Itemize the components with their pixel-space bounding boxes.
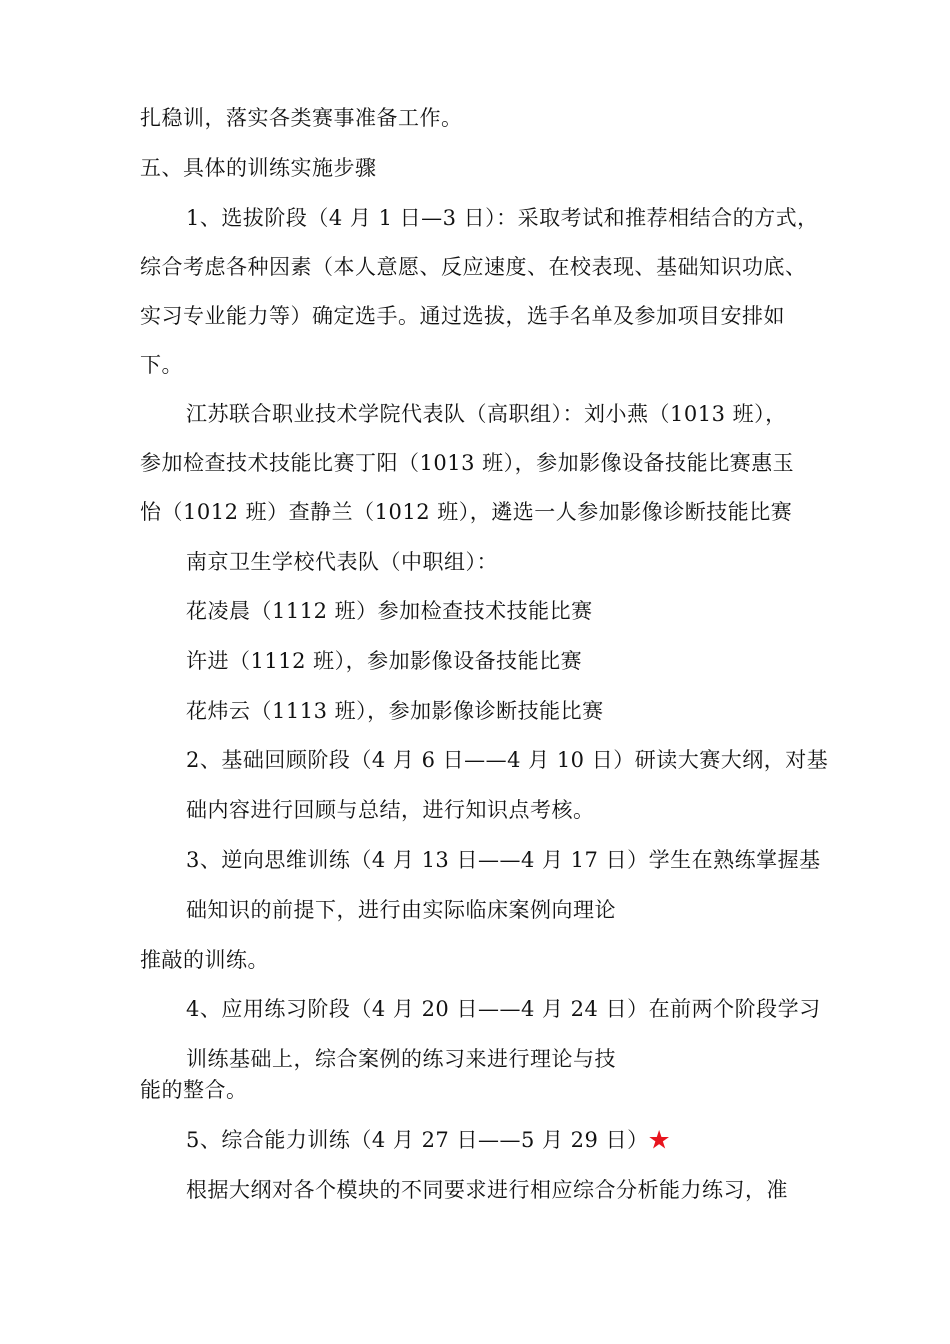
text-line: 础内容进行回顾与总结，进行知识点考核。 bbox=[186, 798, 595, 822]
text-line: 2、基础回顾阶段（4 月 6 日——4 月 10 日）研读大赛大纲，对基 bbox=[186, 748, 829, 772]
text-line: 扎稳训，落实各类赛事准备工作。 bbox=[140, 106, 463, 130]
text-line: 实习专业能力等）确定选手。通过选拔，选手名单及参加项目安排如 bbox=[140, 304, 785, 328]
text-line: 南京卫生学校代表队（中职组）： bbox=[186, 550, 498, 574]
text-line: 参加检查技术技能比赛丁阳（1013 班），参加影像设备技能比赛惠玉 bbox=[140, 451, 795, 475]
text-line: 怡（1012 班）查静兰（1012 班），遴选一人参加影像诊断技能比赛 bbox=[140, 500, 793, 524]
text-line: 础知识的前提下，进行由实际临床案例向理论 bbox=[186, 898, 616, 922]
text-line: 1、选拔阶段（4 月 1 日—3 日）：采取考试和推荐相结合的方式， bbox=[186, 206, 819, 230]
text-line: 综合考虑各种因素（本人意愿、反应速度、在校表现、基础知识功底、 bbox=[140, 255, 807, 279]
text-line-content: 5、综合能力训练（4 月 27 日——5 月 29 日） bbox=[186, 1128, 649, 1152]
text-line bbox=[186, 1126, 670, 1154]
section-heading: 五、具体的训练实施步骤 bbox=[140, 156, 377, 180]
text-line: 3、逆向思维训练（4 月 13 日——4 月 17 日）学生在熟练掌握基 bbox=[186, 848, 821, 872]
text-line: 花炜云（1113 班），参加影像诊断技能比赛 bbox=[186, 699, 604, 723]
red-star-icon: ★ bbox=[648, 1128, 671, 1152]
text-line: 许进（1112 班），参加影像设备技能比赛 bbox=[186, 649, 583, 673]
text-line: 根据大纲对各个模块的不同要求进行相应综合分析能力练习，准 bbox=[186, 1178, 788, 1202]
text-line: 训练基础上，综合案例的练习来进行理论与技 bbox=[186, 1047, 616, 1071]
text-line: 能的整合。 bbox=[140, 1078, 248, 1102]
text-line: 下。 bbox=[140, 353, 183, 377]
text-line: 花凌晨（1112 班）参加检查技术技能比赛 bbox=[186, 599, 593, 623]
text-line: 推敲的训练。 bbox=[140, 948, 269, 972]
text-line: 4、应用练习阶段（4 月 20 日——4 月 24 日）在前两个阶段学习 bbox=[186, 997, 821, 1021]
text-line: 江苏联合职业技术学院代表队（高职组）：刘小燕（1013 班）， bbox=[186, 402, 787, 426]
